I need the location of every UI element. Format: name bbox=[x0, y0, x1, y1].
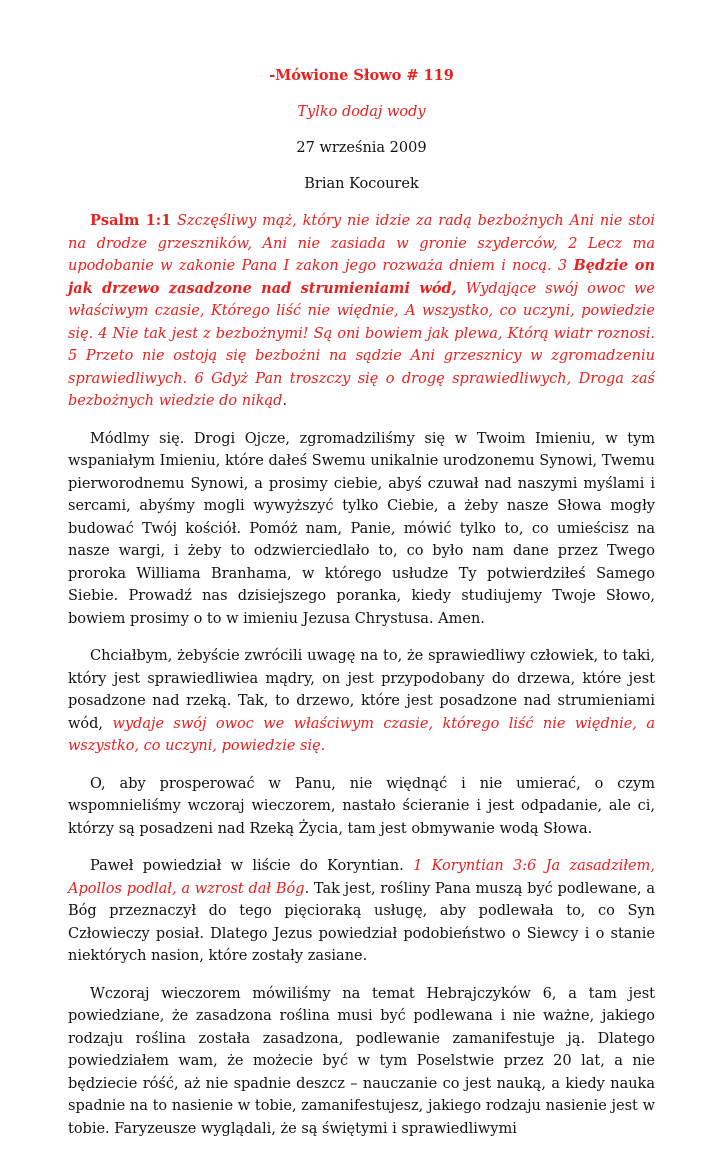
paul-text-intro: Paweł powiedział w liście do Koryntian. bbox=[90, 858, 414, 874]
psalm-period: . bbox=[282, 393, 288, 409]
psalm-text-part2: Wydające swój owoc we właściwym czasie, Którego liść nie więdnie, A wszystko, co uczyni, powiedzie się. 4 Nie tak jest z bezbożnymi! Są oni bowiem jak plewa, Którą wiatr roznosi. 5 Przeto nie ostoją się bezbożni na sądzie Ani grzesznicy w zgromadzeniu sprawiedliwych. 6 Gdyż Pan troszczy się o drogę sprawiedliwych, Droga zaś bezbożnych wiedzie do nikąd bbox=[68, 280, 656, 409]
righteous-tree-quote: wydaje swój owoc we właściwym czasie, którego liść nie więdnie, a wszystko, co uczyni, powiedzie się. bbox=[68, 715, 655, 754]
prosper-paragraph: O, aby prosperować w Panu, nie więdnąć i nie umierać, o czym wspomnieliśmy wczoraj wieczorem, nastało ścieranie i jest odpadanie, ale ci, którzy są posadzeni nad Rzeką Życia, tam jest obmywanie wodą Słowa. bbox=[68, 775, 655, 837]
psalm-paragraph bbox=[68, 210, 655, 413]
psalm-text-part1: Szczęśliwy mąż, który nie idzie za radą bezbożnych Ani nie stoi na drodze grzeszników, Ani nie zasiada w gronie szyderców, 2 Lecz ma upodobanie w zakonie Pana I zakon jego rozważa dniem i nocą. 3 bbox=[68, 213, 655, 274]
righteous-tree-text: Chciałbym, żebyście zwrócili uwagę na to, że sprawiedliwy człowiek, to taki, który jest sprawiedliwiea mądry, on jest przypodobany do drzewa, które jest posadzone nad rzeką. Tak, to drzewo, które jest posadzone nad strumieniami wód, bbox=[68, 648, 655, 732]
paul-text-rest: . Tak jest, rośliny Pana muszą być podlewane, a Bóg przeznaczył do tego pięcioraką usługę, aby podlewała to, co Syn Człowieczy posiał. Dlatego Jezus powiedział podobieństwo o Siewcy i o stanie niektórych nasion, które zostały zasiane. bbox=[68, 880, 655, 964]
paul-paragraph bbox=[68, 855, 655, 968]
document-page bbox=[68, 66, 655, 1155]
sermon-date: 27 września 2009 bbox=[296, 140, 427, 156]
corinthians-quote: 1 Koryntian 3:6 Ja zasadziłem, Apollos podlał, a wzrost dał Bóg bbox=[68, 858, 655, 897]
prayer-paragraph: Módlmy się. Drogi Ojcze, zgromadziliśmy się w Twoim Imieniu, w tym wspaniałym Imieniu, które dałeś Swemu unikalnie urodzonemu Synowi, Twemu pierworodnemu Synowi, a prosimy ciebie, abyś czuwał nad naszymi myślami i sercami, abyśmy mogli wywyższyć tylko Ciebie, a żeby nasze Słowa mogły budować Twój kościół. Pomóż nam, Panie, mówić tylko to, co umieścisz na nasze wargi, i żeby to odzwierciedlało to, co było nam dane przez Twego proroka Williama Branhama, w którego usłudze Ty potwierdziłeś Samego Siebie. Prowadź nas dzisiejszego poranka, kiedy studiujemy Twoje Słowo, bowiem prosimy o to w imieniu Jezusa Chrystusa. Amen. bbox=[68, 430, 655, 627]
sermon-title: -Mówione Słowo # 119 bbox=[269, 67, 454, 84]
psalm-text-bold: Będzie on jak drzewo zasadzone nad strumieniami wód, bbox=[68, 257, 655, 297]
sermon-subtitle: Tylko dodaj wody bbox=[297, 104, 426, 120]
psalm-reference: Psalm 1:1 bbox=[90, 212, 172, 229]
hebrews-paragraph: Wczoraj wieczorem mówiliśmy na temat Hebrajczyków 6, a tam jest powiedziane, że zasadzona roślina musi być podlewana i nie ważne, jakiego rodzaju roślina została zasadzona, podlewanie zamanifestuje ją. Dlatego powiedziałem wam, że możecie być w tym Poselstwie przez 20 lat, a nie będziecie róść, aż nie spadnie deszcz – nauczanie co jest nauką, a kiedy nauka spadnie na to nasienie w tobie, zamanifestujesz, jakiego rodzaju nasienie jest w tobie. Faryzeusze wyglądali, że są świętymi i sprawiedliwymi bbox=[68, 985, 655, 1137]
righteous-tree-paragraph bbox=[68, 645, 655, 758]
sermon-author: Brian Kocourek bbox=[304, 176, 419, 192]
